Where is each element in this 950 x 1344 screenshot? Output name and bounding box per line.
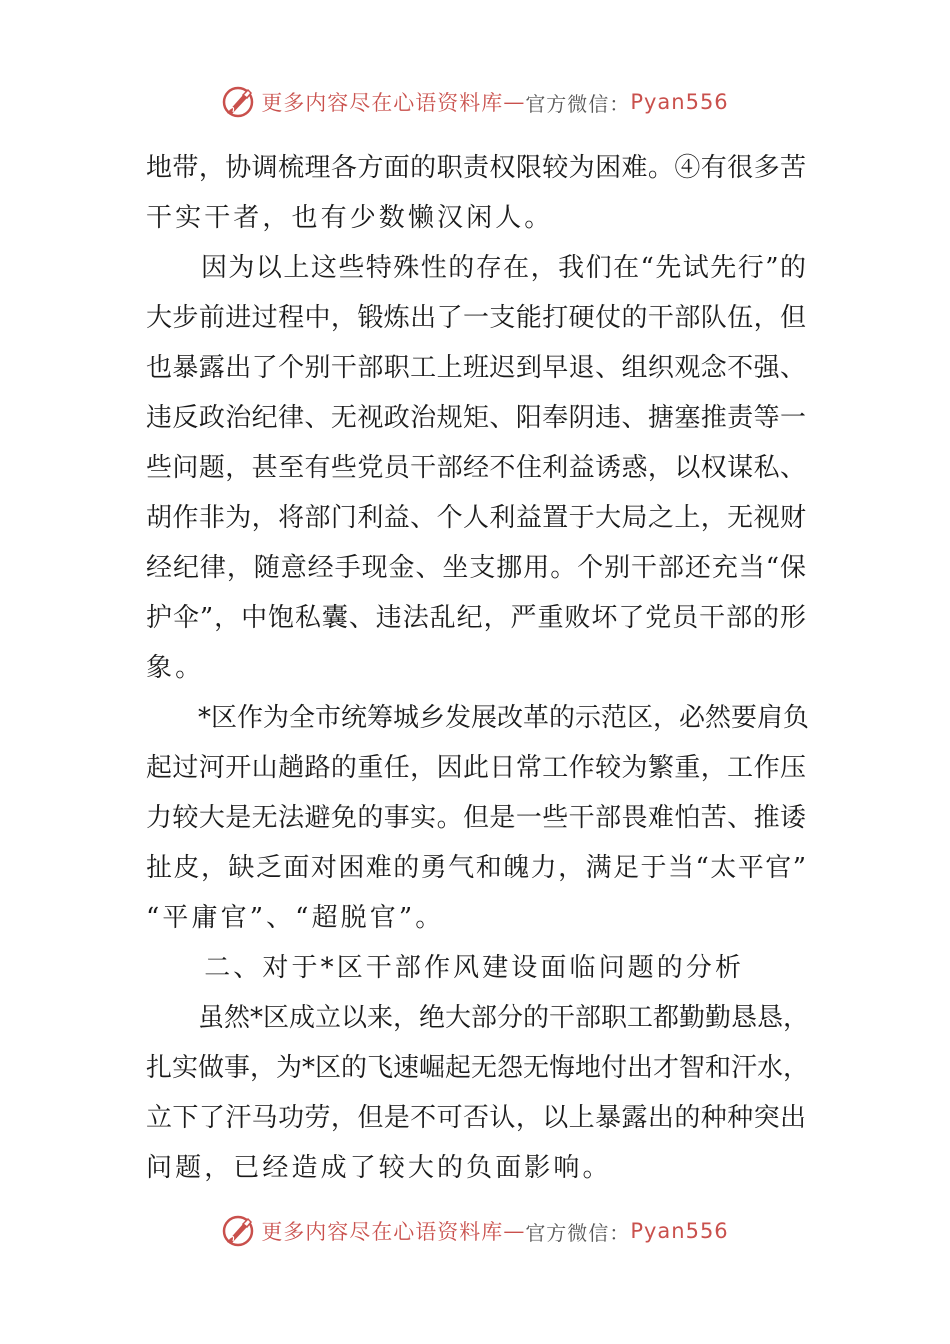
text-line: 扎实做事，为*区的飞速崛起无怨无悔地付出才智和汗水，	[146, 1053, 810, 1083]
text-line: 违反政治纪律、无视政治规矩、阳奉阴违、搪塞推责等一	[146, 403, 806, 433]
text-line: 些问题，甚至有些党员干部经不住利益诱惑，以权谋私、	[146, 453, 806, 483]
watermark-separator: —	[503, 1219, 526, 1243]
text-line: “平庸官”、“超脱官”。	[146, 903, 445, 933]
watermark-separator: —	[503, 90, 526, 114]
watermark-wechat-label: 官方微信：	[525, 1220, 631, 1245]
text-line: 干实干者，也有少数懒汉闲人。	[146, 203, 554, 233]
text-line: 经纪律，随意经手现金、坐支挪用。个别干部还充当“保	[146, 553, 806, 583]
text-line: 问题，已经造成了较大的负面影响。	[146, 1153, 612, 1183]
text-line: 也暴露出了个别干部职工上班迟到早退、组织观念不强、	[146, 353, 806, 383]
text-line: 扯皮，缺乏面对困难的勇气和魄力，满足于当“太平官”	[146, 853, 806, 883]
text-line: *区作为全市统筹城乡发展改革的示范区，必然要肩负	[146, 703, 810, 733]
watermark-site-text: 更多内容尽在心语资料库	[261, 1220, 504, 1244]
watermark-wechat-id: Pyan556	[630, 90, 729, 114]
text-line: 因为以上这些特殊性的存在，我们在“先试先行”的	[146, 253, 806, 283]
pen-logo-icon	[221, 1214, 255, 1248]
watermark-wechat-id: Pyan556	[630, 1219, 729, 1243]
watermark-banner-bottom	[0, 1211, 950, 1251]
text-line: 胡作非为，将部门利益、个人利益置于大局之上，无视财	[146, 503, 806, 533]
text-line: 大步前进过程中，锻炼出了一支能打硬仗的干部队伍，但	[146, 303, 806, 333]
watermark-banner-top	[0, 82, 950, 122]
text-line: 护伞”，中饱私囊、违法乱纪，严重败坏了党员干部的形	[146, 603, 806, 633]
watermark-wechat-label: 官方微信：	[525, 91, 631, 116]
text-line: 虽然*区成立以来，绝大部分的干部职工都勤勤恳恳，	[146, 1003, 810, 1033]
text-line: 地带，协调梳理各方面的职责权限较为困难。④有很多苦	[146, 153, 806, 183]
text-line: 象。	[146, 653, 205, 683]
watermark-site-text: 更多内容尽在心语资料库	[261, 91, 504, 115]
document-body	[146, 143, 810, 1193]
pen-logo-icon	[221, 85, 255, 119]
text-line: 力较大是无法避免的事实。但是一些干部畏难怕苦、推诿	[146, 803, 806, 833]
text-line: 起过河开山趟路的重任，因此日常工作较为繁重，工作压	[146, 753, 806, 783]
text-line: 立下了汗马功劳，但是不可否认，以上暴露出的种种突出	[146, 1103, 806, 1133]
section-heading: 二、对于*区干部作风建设面临问题的分析	[146, 953, 745, 983]
